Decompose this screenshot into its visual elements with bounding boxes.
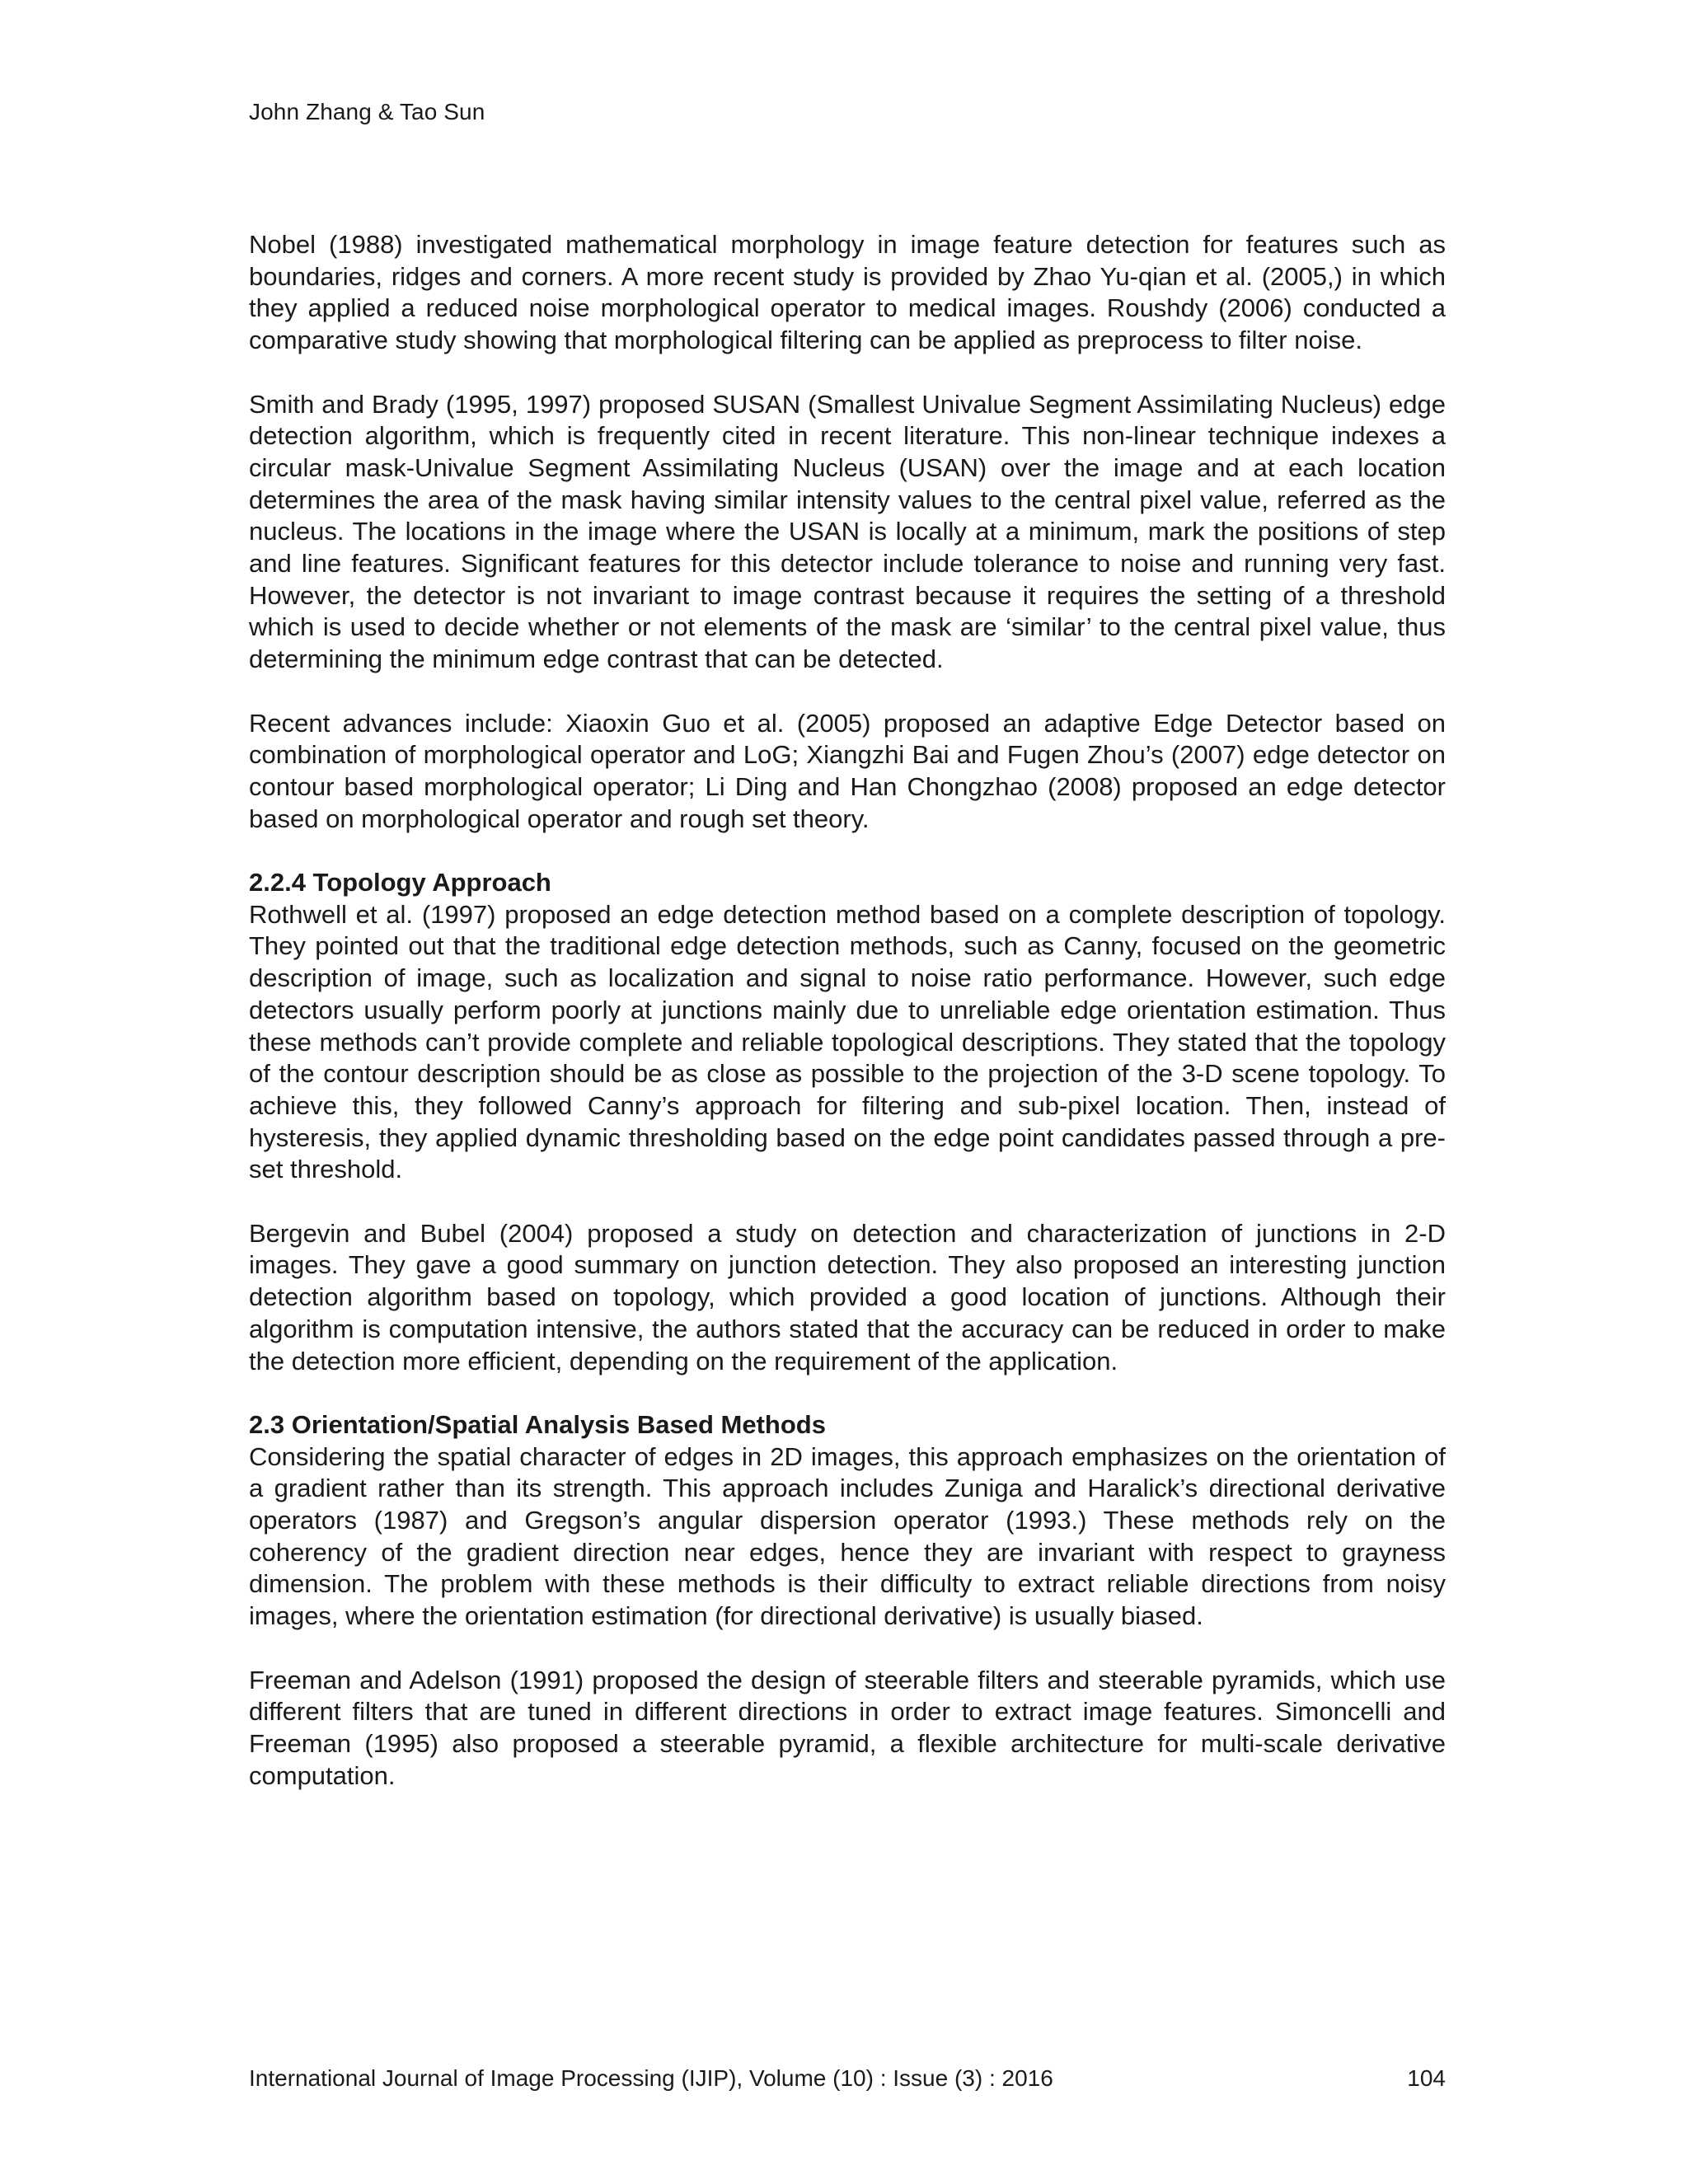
page-number: 104 <box>1407 2065 1446 2091</box>
paragraph-recent-advances: Recent advances include: Xiaoxin Guo et al. (2005) proposed an adaptive Edge Detector based on combination of morphological operator and LoG; Xiangzhi Bai and Fugen Zhou’s (2007) edge detector on contour based morphological operator; Li Ding and Han Chongzhao (2008) proposed an edge detector based on morphological operator and rough set theory. <box>249 708 1446 833</box>
paragraph-rothwell: Rothwell et al. (1997) proposed an edge detection method based on a complete description of topology. They pointed out that the traditional edge detection methods, such as Canny, focused on the geometric description of image, such as localization and signal to noise ratio performance. However, such edge detectors usually perform poorly at junctions mainly due to unreliable edge orientation estimation. Thus these methods can’t provide complete and reliable topological descriptions. They stated that the topology of the contour description should be as close as possible to the projection of the 3-D scene topology. To achieve this, they followed Canny’s approach for filtering and sub-pixel location. Then, instead of hysteresis, they applied dynamic thresholding based on the edge point candidates passed through a pre-set threshold. <box>249 899 1446 1184</box>
paragraph-steerable-filters: Freeman and Adelson (1991) proposed the design of steerable filters and steerable pyramids, which use different filters that are tuned in different directions in order to extract image features. Simoncelli and Freeman (1995) also proposed a steerable pyramid, a flexible architecture for multi-scale derivative computation. <box>249 1665 1446 1790</box>
footer-journal-citation: International Journal of Image Processing (IJIP), Volume (10) : Issue (3) : 2016 <box>249 2065 1053 2091</box>
section-heading-orientation: 2.3 Orientation/Spatial Analysis Based Methods <box>249 1409 826 1439</box>
paragraph-orientation: Considering the spatial character of edges in 2D images, this approach emphasizes on the orientation of a gradient rather than its strength. This approach includes Zuniga and Haralick’s directional derivative operators (1987) and Gregson’s angular dispersion operator (1993.) These methods rely on the coherency of the gradient direction near edges, hence they are invariant with respect to grayness dimension. The problem with these methods is their difficulty to extract reliable directions from noisy images, where the orientation estimation (for directional derivative) is usually biased. <box>249 1441 1446 1631</box>
section-heading-topology: 2.2.4 Topology Approach <box>249 868 551 898</box>
paragraph-morphology: Nobel (1988) investigated mathematical morphology in image feature detection for features such as boundaries, ridges and corners. A more recent study is provided by Zhao Yu-qian et al. (2005,) in which they applied a reduced noise morphological operator to medical images. Roushdy (2006) conducted a comparative study showing that morphological filtering can be applied as preprocess to filter noise. <box>249 230 1446 355</box>
paragraph-susan: Smith and Brady (1995, 1997) proposed SUSAN (Smallest Univalue Segment Assimilating Nucleus) edge detection algorithm, which is frequently cited in recent literature. This non-linear technique indexes a circular mask-Univalue Segment Assimilating Nucleus (USAN) over the image and at each location determines the area of the mask having similar intensity values to the central pixel value, referred as the nucleus. The locations in the image where the USAN is locally at a minimum, mark the positions of step and line features. Significant features for this detector include tolerance to noise and running very fast. However, the detector is not invariant to image contrast because it requires the setting of a threshold which is used to decide whether or not elements of the mask are ‘similar’ to the central pixel value, thus determining the minimum edge contrast that can be detected. <box>249 389 1446 674</box>
article-body <box>249 229 1446 1824</box>
paragraph-bergevin: Bergevin and Bubel (2004) proposed a study on detection and characterization of junctions in 2-D images. They gave a good summary on junction detection. They also proposed an interesting junction detection algorithm based on topology, which provided a good location of junctions. Although their algorithm is computation intensive, the authors stated that the accuracy can be reduced in order to make the detection more efficient, depending on the requirement of the application. <box>249 1218 1446 1376</box>
running-head-authors: John Zhang & Tao Sun <box>249 99 485 124</box>
